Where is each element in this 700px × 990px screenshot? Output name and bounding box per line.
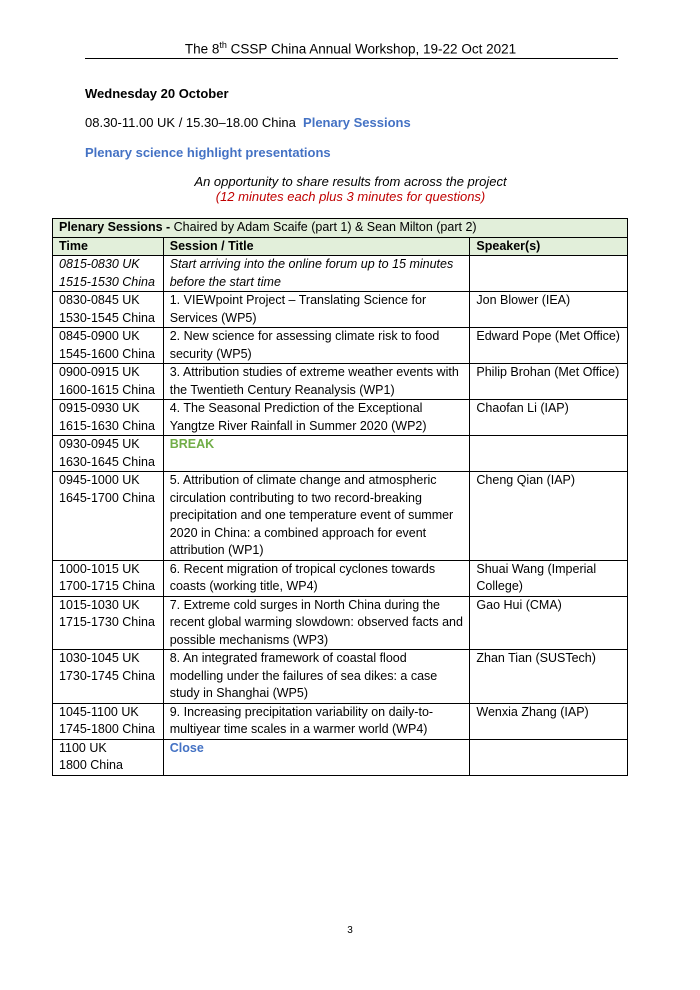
session-title-cell: 2. New science for assessing climate risk to food security (WP5) (163, 328, 470, 364)
table-row (53, 703, 628, 739)
speaker-cell: Cheng Qian (IAP) (470, 472, 628, 561)
time-uk: 0915-0930 UK (59, 401, 140, 415)
speaker-cell: Chaofan Li (IAP) (470, 400, 628, 436)
table-row (53, 292, 628, 328)
table-title-row (53, 219, 628, 238)
time-cell (53, 703, 164, 739)
time-uk: 0945-1000 UK (59, 473, 140, 487)
table-row (53, 739, 628, 775)
time-cell (53, 596, 164, 650)
speaker-cell: Philip Brohan (Met Office) (470, 364, 628, 400)
speaker-cell (470, 436, 628, 472)
time-china: 1530-1545 China (59, 310, 155, 325)
time-uk: 0845-0900 UK (59, 329, 140, 343)
time-china: 1715-1730 China (59, 615, 155, 629)
session-title-cell: Close (163, 739, 470, 775)
table-header-row (53, 237, 628, 256)
time-uk: 0815-0830 UK (59, 257, 140, 271)
table-row (53, 650, 628, 704)
day-title: Wednesday 20 October (85, 86, 229, 101)
session-title-cell: Start arriving into the online forum up to 15 minutes before the start time (163, 256, 470, 292)
session-title-cell: 8. An integrated framework of coastal flood modelling under the failures of sea dikes: a case study in Shanghai (WP5) (163, 650, 470, 704)
intro-line-1: An opportunity to share results from across the project (194, 174, 507, 189)
time-cell (53, 650, 164, 704)
time-uk: 1100 UK (59, 740, 107, 755)
table-row (53, 596, 628, 650)
session-title-cell: 3. Attribution studies of extreme weather events with the Twentieth Century Reanalysis (WP1) (163, 364, 470, 400)
time-cell (53, 400, 164, 436)
speaker-cell: Edward Pope (Met Office) (470, 328, 628, 364)
column-header-speaker: Speaker(s) (470, 237, 628, 256)
speaker-cell: Wenxia Zhang (IAP) (470, 703, 628, 739)
time-china: 1645-1700 China (59, 490, 155, 505)
session-time: 08.30-11.00 UK / 15.30–18.00 China (85, 115, 296, 130)
speaker-cell: Zhan Tian (SUSTech) (470, 650, 628, 704)
highlight-title: Plenary science highlight presentations (85, 145, 331, 160)
table-row (53, 256, 628, 292)
table-row (53, 436, 628, 472)
session-title-cell: 7. Extreme cold surges in North China during the recent global warming slowdown: observed facts and possible mechanisms (WP3) (163, 596, 470, 650)
time-uk: 1015-1030 UK (59, 597, 140, 612)
session-line (85, 115, 411, 130)
column-header-title: Session / Title (163, 237, 470, 256)
time-cell (53, 364, 164, 400)
session-title-cell: 6. Recent migration of tropical cyclones towards coasts (working title, WP4) (163, 560, 470, 596)
session-title-cell: BREAK (163, 436, 470, 472)
speaker-cell (470, 256, 628, 292)
table-row (53, 472, 628, 561)
column-header-time: Time (53, 237, 164, 256)
time-china: 1545-1600 China (59, 346, 155, 361)
time-uk: 0830-0845 UK (59, 293, 140, 307)
time-uk: 1000-1015 UK (59, 561, 140, 576)
schedule-table (52, 218, 628, 776)
table-title-rest: Chaired by Adam Scaife (part 1) & Sean Milton (part 2) (173, 220, 477, 234)
time-cell (53, 472, 164, 561)
time-china: 1515-1530 China (59, 274, 155, 289)
table-title-bold: Plenary Sessions - (59, 220, 174, 234)
time-cell (53, 256, 164, 292)
header-suffix: CSSP China Annual Workshop, 19-22 Oct 2021 (226, 41, 517, 57)
time-china: 1600-1615 China (59, 382, 155, 397)
table-title-cell (53, 219, 628, 238)
time-china: 1745-1800 China (59, 722, 155, 736)
speaker-cell: Gao Hui (CMA) (470, 596, 628, 650)
intro-line-2: (12 minutes each plus 3 minutes for questions) (215, 189, 486, 204)
speaker-cell: Jon Blower (IEA) (470, 292, 628, 328)
time-uk: 1045-1100 UK (59, 704, 139, 719)
time-cell (53, 560, 164, 596)
time-cell (53, 292, 164, 328)
page-header (85, 40, 616, 57)
time-uk: 0900-0915 UK (59, 365, 140, 379)
session-title-cell: 4. The Seasonal Prediction of the Exceptional Yangtze River Rainfall in Summer 2020 (WP2) (163, 400, 470, 436)
time-uk: 1030-1045 UK (59, 651, 140, 665)
page-number: 3 (347, 925, 353, 936)
time-china: 1700-1715 China (59, 579, 155, 593)
table-row (53, 400, 628, 436)
header-rule (85, 58, 618, 59)
time-uk: 0930-0945 UK (59, 437, 140, 451)
session-title-cell: 5. Attribution of climate change and atmospheric circulation contributing to two record-breaking precipitation and one temperature event of summer 2020 in China: a combined approach for event attribution (WP1) (163, 472, 470, 561)
header-superscript: th (219, 40, 227, 50)
table-row (53, 328, 628, 364)
table-row (53, 560, 628, 596)
time-cell (53, 436, 164, 472)
session-title-cell: 1. VIEWpoint Project – Translating Science for Services (WP5) (163, 292, 470, 328)
table-row (53, 364, 628, 400)
time-cell (53, 739, 164, 775)
time-china: 1730-1745 China (59, 668, 155, 683)
header-prefix: The 8 (184, 41, 220, 57)
time-china: 1615-1630 China (59, 418, 155, 433)
time-china: 1630-1645 China (59, 454, 155, 469)
intro-text (85, 174, 616, 204)
time-cell (53, 328, 164, 364)
session-title-cell: 9. Increasing precipitation variability on daily-to-multiyear time scales in a warmer world (WP4) (163, 703, 470, 739)
speaker-cell (470, 739, 628, 775)
time-china: 1800 China (59, 758, 123, 772)
speaker-cell: Shuai Wang (Imperial College) (470, 560, 628, 596)
session-label: Plenary Sessions (303, 115, 411, 130)
